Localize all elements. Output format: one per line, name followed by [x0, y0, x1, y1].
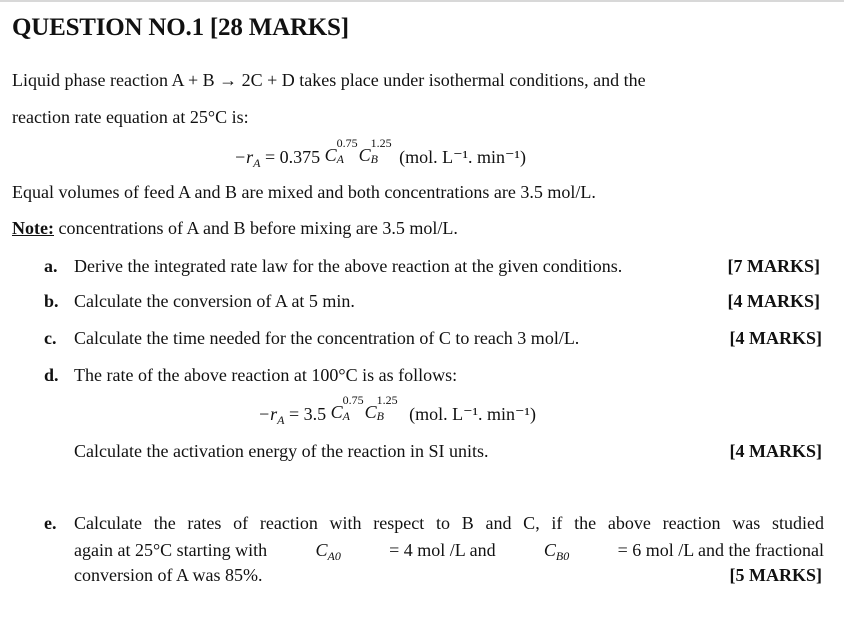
initial-conc-b: $C_{B0}$ [543, 540, 570, 563]
intro-line-1: Liquid phase reaction A + B → 2C + D takes place under isothermal conditions, and the [12, 70, 646, 90]
item-d-marks: [4 MARKS] [729, 441, 822, 461]
item-e-letter: e. [44, 513, 57, 533]
concentration-b-term: C 1.25 B [358, 136, 392, 166]
top-rule [0, 0, 844, 2]
item-d-text-2: Calculate the activation energy of the reaction in SI units. [74, 441, 489, 461]
rate-symbol: −r [234, 147, 254, 167]
item-b-marks: [4 MARKS] [727, 291, 820, 311]
concentration-a-term: C 0.75 A [330, 393, 364, 423]
note-label: Note: [12, 218, 54, 238]
concentration-a-term: C 0.75 A [324, 136, 358, 166]
feed-statement: Equal volumes of feed A and B are mixed and both concentrations are 3.5 mol/L. [12, 182, 596, 202]
item-d-letter: d. [44, 365, 59, 385]
intro-line-2: reaction rate equation at 25°C is: [12, 107, 249, 127]
item-d-text: The rate of the above reaction at 100°C is as follows: [74, 365, 458, 385]
item-e-line-2-start: again at 25°C starting with [74, 540, 268, 560]
rate-subscript: A [253, 156, 261, 170]
item-a-text: Derive the integrated rate law for the above reaction at the given conditions. [74, 256, 623, 276]
item-e-line-2 [74, 540, 824, 561]
item-b-text: Calculate the conversion of A at 5 min. [74, 291, 355, 311]
item-e-line-2-end: = 6 mol /L and the fractional [617, 540, 824, 560]
item-a-marks: [7 MARKS] [727, 256, 820, 276]
rate-equation-25c [234, 136, 526, 170]
rate-units: (mol. L⁻¹. min⁻¹) [409, 404, 536, 424]
item-a-letter: a. [44, 256, 58, 276]
note-text: concentrations of A and B before mixing are 3.5 mol/L. [53, 218, 458, 238]
item-b-letter: b. [44, 291, 59, 311]
rate-coefficient: = 0.375 [265, 147, 321, 167]
question-title: QUESTION NO.1 [28 MARKS] [12, 14, 349, 41]
concentration-b-term: C 1.25 B [364, 393, 398, 423]
item-e-line-3: conversion of A was 85%. [74, 565, 263, 585]
rate-coefficient: = 3.5 [289, 404, 327, 424]
item-c-text: Calculate the time needed for the concentration of C to reach 3 mol/L. [74, 328, 580, 348]
item-e-marks: [5 MARKS] [729, 565, 822, 585]
rate-equation-100c [258, 393, 536, 427]
item-e-line-2-mid: = 4 mol /L and [389, 540, 496, 560]
initial-conc-a: $C_{A0}$ [315, 540, 341, 563]
item-c-marks: [4 MARKS] [729, 328, 822, 348]
rate-units: (mol. L⁻¹. min⁻¹) [399, 147, 526, 167]
rate-symbol: −r [258, 404, 278, 424]
rate-subscript: A [277, 413, 285, 427]
item-c-letter: c. [44, 328, 57, 348]
note-line [12, 218, 458, 239]
item-e-line-1: Calculate the rates of reaction with respect to B and C, if the above reaction was studied [74, 513, 824, 533]
